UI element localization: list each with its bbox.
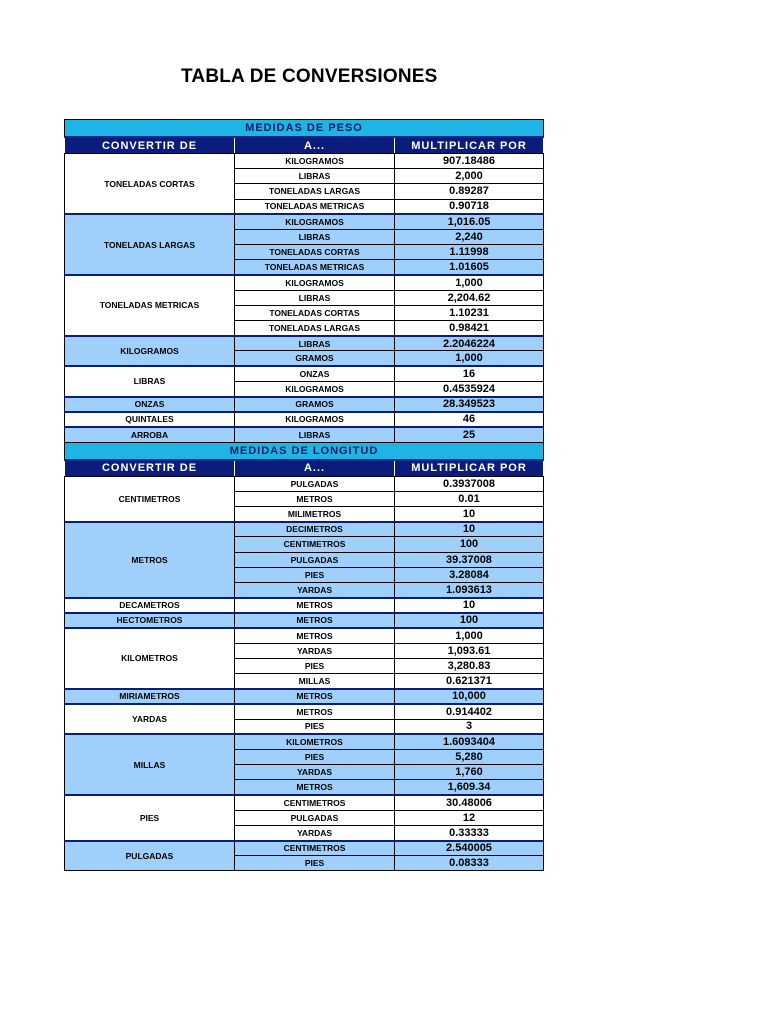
conversion-group (65, 613, 544, 628)
factor-value: 0.4535924 (395, 381, 544, 396)
from-unit: PIES (65, 795, 235, 841)
conversion-group (65, 154, 544, 215)
to-unit: METROS (235, 689, 395, 704)
factor-value: 100 (395, 613, 544, 628)
from-unit: YARDAS (65, 704, 235, 734)
from-unit: LIBRAS (65, 366, 235, 396)
factor-value: 10,000 (395, 689, 544, 704)
header-multiplicar-por: MULTIPLICAR POR (395, 460, 544, 477)
to-unit: DECIMETROS (235, 522, 395, 537)
factor-value: 10 (395, 598, 544, 613)
factor-value: 0.01 (395, 491, 544, 506)
to-unit: CENTIMETROS (235, 841, 395, 856)
to-unit: KILOGRAMOS (235, 154, 395, 169)
header-convertir-de: CONVERTIR DE (65, 137, 235, 154)
factor-value: 1,000 (395, 628, 544, 643)
column-header-row (65, 460, 544, 477)
section (65, 442, 544, 476)
to-unit: KILOGRAMOS (235, 214, 395, 229)
to-unit: TONELADAS LARGAS (235, 321, 395, 336)
section-title-row (65, 442, 544, 460)
from-unit: KILOGRAMOS (65, 336, 235, 366)
table-row (65, 689, 544, 704)
factor-value: 30.48006 (395, 795, 544, 810)
factor-value: 39.37008 (395, 552, 544, 567)
header-convertir-de: CONVERTIR DE (65, 460, 235, 477)
table-row (65, 841, 544, 856)
to-unit: CENTIMETROS (235, 795, 395, 810)
header-a: A... (235, 137, 395, 154)
to-unit: TONELADAS CORTAS (235, 245, 395, 260)
factor-value: 3.28084 (395, 567, 544, 582)
table-row (65, 598, 544, 613)
conversion-group (65, 214, 544, 275)
conversion-group (65, 427, 544, 442)
factor-value: 10 (395, 506, 544, 521)
factor-value: 1,016.05 (395, 214, 544, 229)
factor-value: 0.89287 (395, 184, 544, 199)
table-row (65, 522, 544, 537)
to-unit: LIBRAS (235, 229, 395, 244)
to-unit: METROS (235, 780, 395, 795)
to-unit: ONZAS (235, 366, 395, 381)
to-unit: METROS (235, 628, 395, 643)
factor-value: 10 (395, 522, 544, 537)
column-header-row (65, 137, 544, 154)
from-unit: METROS (65, 522, 235, 598)
from-unit: TONELADAS CORTAS (65, 154, 235, 215)
to-unit: YARDAS (235, 765, 395, 780)
factor-value: 0.914402 (395, 704, 544, 719)
conversion-group (65, 412, 544, 427)
table-row (65, 734, 544, 749)
to-unit: PULGADAS (235, 476, 395, 491)
from-unit: ONZAS (65, 397, 235, 412)
to-unit: CENTIMETROS (235, 537, 395, 552)
from-unit: TONELADAS METRICAS (65, 275, 235, 336)
to-unit: GRAMOS (235, 397, 395, 412)
section-title-row (65, 120, 544, 138)
factor-value: 2,000 (395, 169, 544, 184)
to-unit: PULGADAS (235, 552, 395, 567)
to-unit: MILLAS (235, 674, 395, 689)
table-row (65, 476, 544, 491)
from-unit: DECAMETROS (65, 598, 235, 613)
factor-value: 1.10231 (395, 305, 544, 320)
factor-value: 1,000 (395, 351, 544, 366)
factor-value: 3 (395, 719, 544, 734)
factor-value: 100 (395, 537, 544, 552)
table-row (65, 628, 544, 643)
conversion-group (65, 476, 544, 522)
section-title: MEDIDAS DE LONGITUD (65, 442, 544, 460)
to-unit: METROS (235, 491, 395, 506)
factor-value: 3,280.83 (395, 658, 544, 673)
table-row (65, 412, 544, 427)
conversion-group (65, 598, 544, 613)
conversion-group (65, 734, 544, 795)
to-unit: TONELADAS METRICAS (235, 260, 395, 275)
factor-value: 1.01605 (395, 260, 544, 275)
from-unit: HECTOMETROS (65, 613, 235, 628)
factor-value: 1.093613 (395, 582, 544, 597)
factor-value: 16 (395, 366, 544, 381)
to-unit: TONELADAS LARGAS (235, 184, 395, 199)
from-unit: MIRIAMETROS (65, 689, 235, 704)
conversion-group (65, 704, 544, 734)
factor-value: 0.621371 (395, 674, 544, 689)
conversion-group (65, 275, 544, 336)
table-row (65, 214, 544, 229)
to-unit: TONELADAS METRICAS (235, 199, 395, 214)
to-unit: LIBRAS (235, 336, 395, 351)
from-unit: KILOMETROS (65, 628, 235, 689)
factor-value: 1,760 (395, 765, 544, 780)
factor-value: 0.3937008 (395, 476, 544, 491)
from-unit: ARROBA (65, 427, 235, 442)
table-row (65, 427, 544, 442)
to-unit: KILOMETROS (235, 734, 395, 749)
to-unit: GRAMOS (235, 351, 395, 366)
conversion-group (65, 628, 544, 689)
factor-value: 2,240 (395, 229, 544, 244)
conversion-group (65, 397, 544, 412)
to-unit: METROS (235, 598, 395, 613)
table-row (65, 154, 544, 169)
to-unit: PIES (235, 749, 395, 764)
page-title: TABLA DE CONVERSIONES (181, 66, 438, 87)
table-row (65, 704, 544, 719)
factor-value: 0.33333 (395, 825, 544, 840)
to-unit: YARDAS (235, 825, 395, 840)
to-unit: PIES (235, 567, 395, 582)
table-row (65, 397, 544, 412)
to-unit: KILOGRAMOS (235, 412, 395, 427)
factor-value: 1,000 (395, 275, 544, 290)
table-row (65, 795, 544, 810)
conversion-group (65, 795, 544, 841)
section (65, 120, 544, 154)
to-unit: PIES (235, 719, 395, 734)
to-unit: LIBRAS (235, 427, 395, 442)
to-unit: PULGADAS (235, 810, 395, 825)
header-a: A... (235, 460, 395, 477)
table-row (65, 613, 544, 628)
from-unit: TONELADAS LARGAS (65, 214, 235, 275)
conversion-group (65, 366, 544, 396)
factor-value: 46 (395, 412, 544, 427)
to-unit: KILOGRAMOS (235, 275, 395, 290)
table-row (65, 275, 544, 290)
to-unit: TONELADAS CORTAS (235, 305, 395, 320)
conversion-group (65, 522, 544, 598)
to-unit: YARDAS (235, 582, 395, 597)
factor-value: 25 (395, 427, 544, 442)
section-title: MEDIDAS DE PESO (65, 120, 544, 138)
factor-value: 2.2046224 (395, 336, 544, 351)
to-unit: PIES (235, 856, 395, 871)
factor-value: 12 (395, 810, 544, 825)
conversion-table (64, 119, 544, 871)
from-unit: MILLAS (65, 734, 235, 795)
factor-value: 1.6093404 (395, 734, 544, 749)
to-unit: KILOGRAMOS (235, 381, 395, 396)
from-unit: PULGADAS (65, 841, 235, 871)
header-multiplicar-por: MULTIPLICAR POR (395, 137, 544, 154)
conversion-group (65, 841, 544, 871)
to-unit: LIBRAS (235, 290, 395, 305)
factor-value: 1.11998 (395, 245, 544, 260)
table-row (65, 366, 544, 381)
to-unit: METROS (235, 704, 395, 719)
factor-value: 2,204.62 (395, 290, 544, 305)
conversion-group (65, 336, 544, 366)
to-unit: PIES (235, 658, 395, 673)
factor-value: 28.349523 (395, 397, 544, 412)
from-unit: QUINTALES (65, 412, 235, 427)
factor-value: 907.18486 (395, 154, 544, 169)
factor-value: 0.08333 (395, 856, 544, 871)
to-unit: YARDAS (235, 643, 395, 658)
from-unit: CENTIMETROS (65, 476, 235, 522)
table-row (65, 336, 544, 351)
conversion-group (65, 689, 544, 704)
factor-value: 1,609.34 (395, 780, 544, 795)
to-unit: LIBRAS (235, 169, 395, 184)
factor-value: 0.90718 (395, 199, 544, 214)
factor-value: 0.98421 (395, 321, 544, 336)
to-unit: MILIMETROS (235, 506, 395, 521)
factor-value: 5,280 (395, 749, 544, 764)
factor-value: 1,093.61 (395, 643, 544, 658)
factor-value: 2.540005 (395, 841, 544, 856)
to-unit: METROS (235, 613, 395, 628)
